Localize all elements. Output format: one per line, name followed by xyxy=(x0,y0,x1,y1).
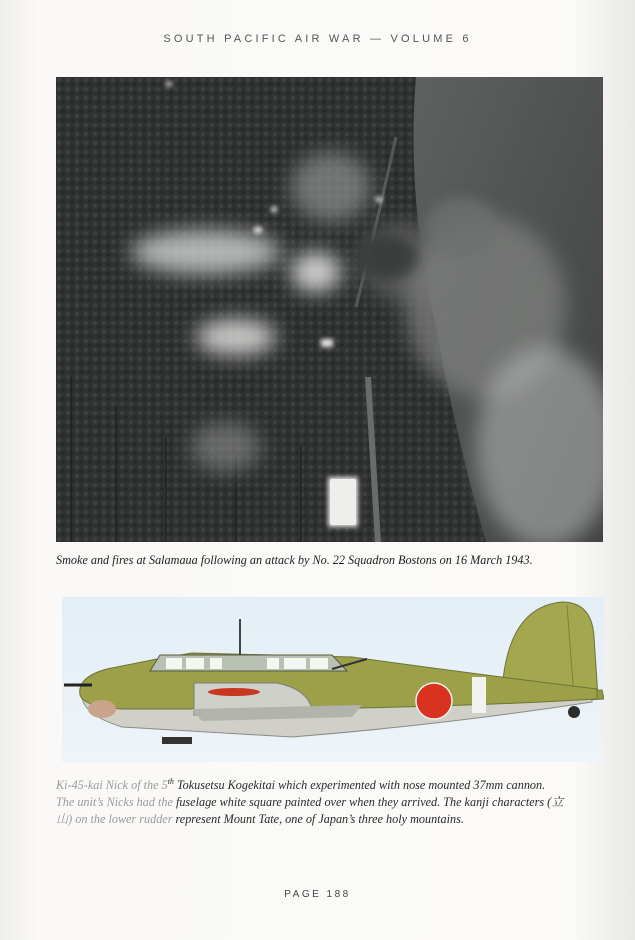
aircraft-profile-illustration xyxy=(62,597,604,762)
caption-line1-pre: Ki-45-kai Nick of the 5 xyxy=(56,778,168,793)
caption-sup: th xyxy=(167,777,174,786)
caption-line3b: represent Mount Tate, one of Japan’s three holy mountains. xyxy=(172,812,464,827)
aerial-photo-salamaua xyxy=(56,77,603,542)
caption-line2a: The unit’s Nicks had the xyxy=(56,795,173,810)
hinomaru-marking xyxy=(416,683,452,719)
running-head: SOUTH PACIFIC AIR WAR — VOLUME 6 xyxy=(163,33,472,45)
fuselage-band xyxy=(472,677,486,713)
photo-caption: Smoke and fires at Salamaua following an attack by No. 22 Squadron Bostons on 16 March 1943. xyxy=(56,553,533,567)
profile-caption xyxy=(56,773,606,828)
caption-line3a: 山) on the lower rudder xyxy=(56,812,173,827)
caption-line2b: fuselage white square painted over when they arrived. The kanji characters (立 xyxy=(172,795,564,810)
page-number: PAGE 188 xyxy=(284,889,351,900)
caption-line1-post: Tokusetsu Kogekitai which experimented with nose mounted 37mm cannon. xyxy=(173,778,546,793)
